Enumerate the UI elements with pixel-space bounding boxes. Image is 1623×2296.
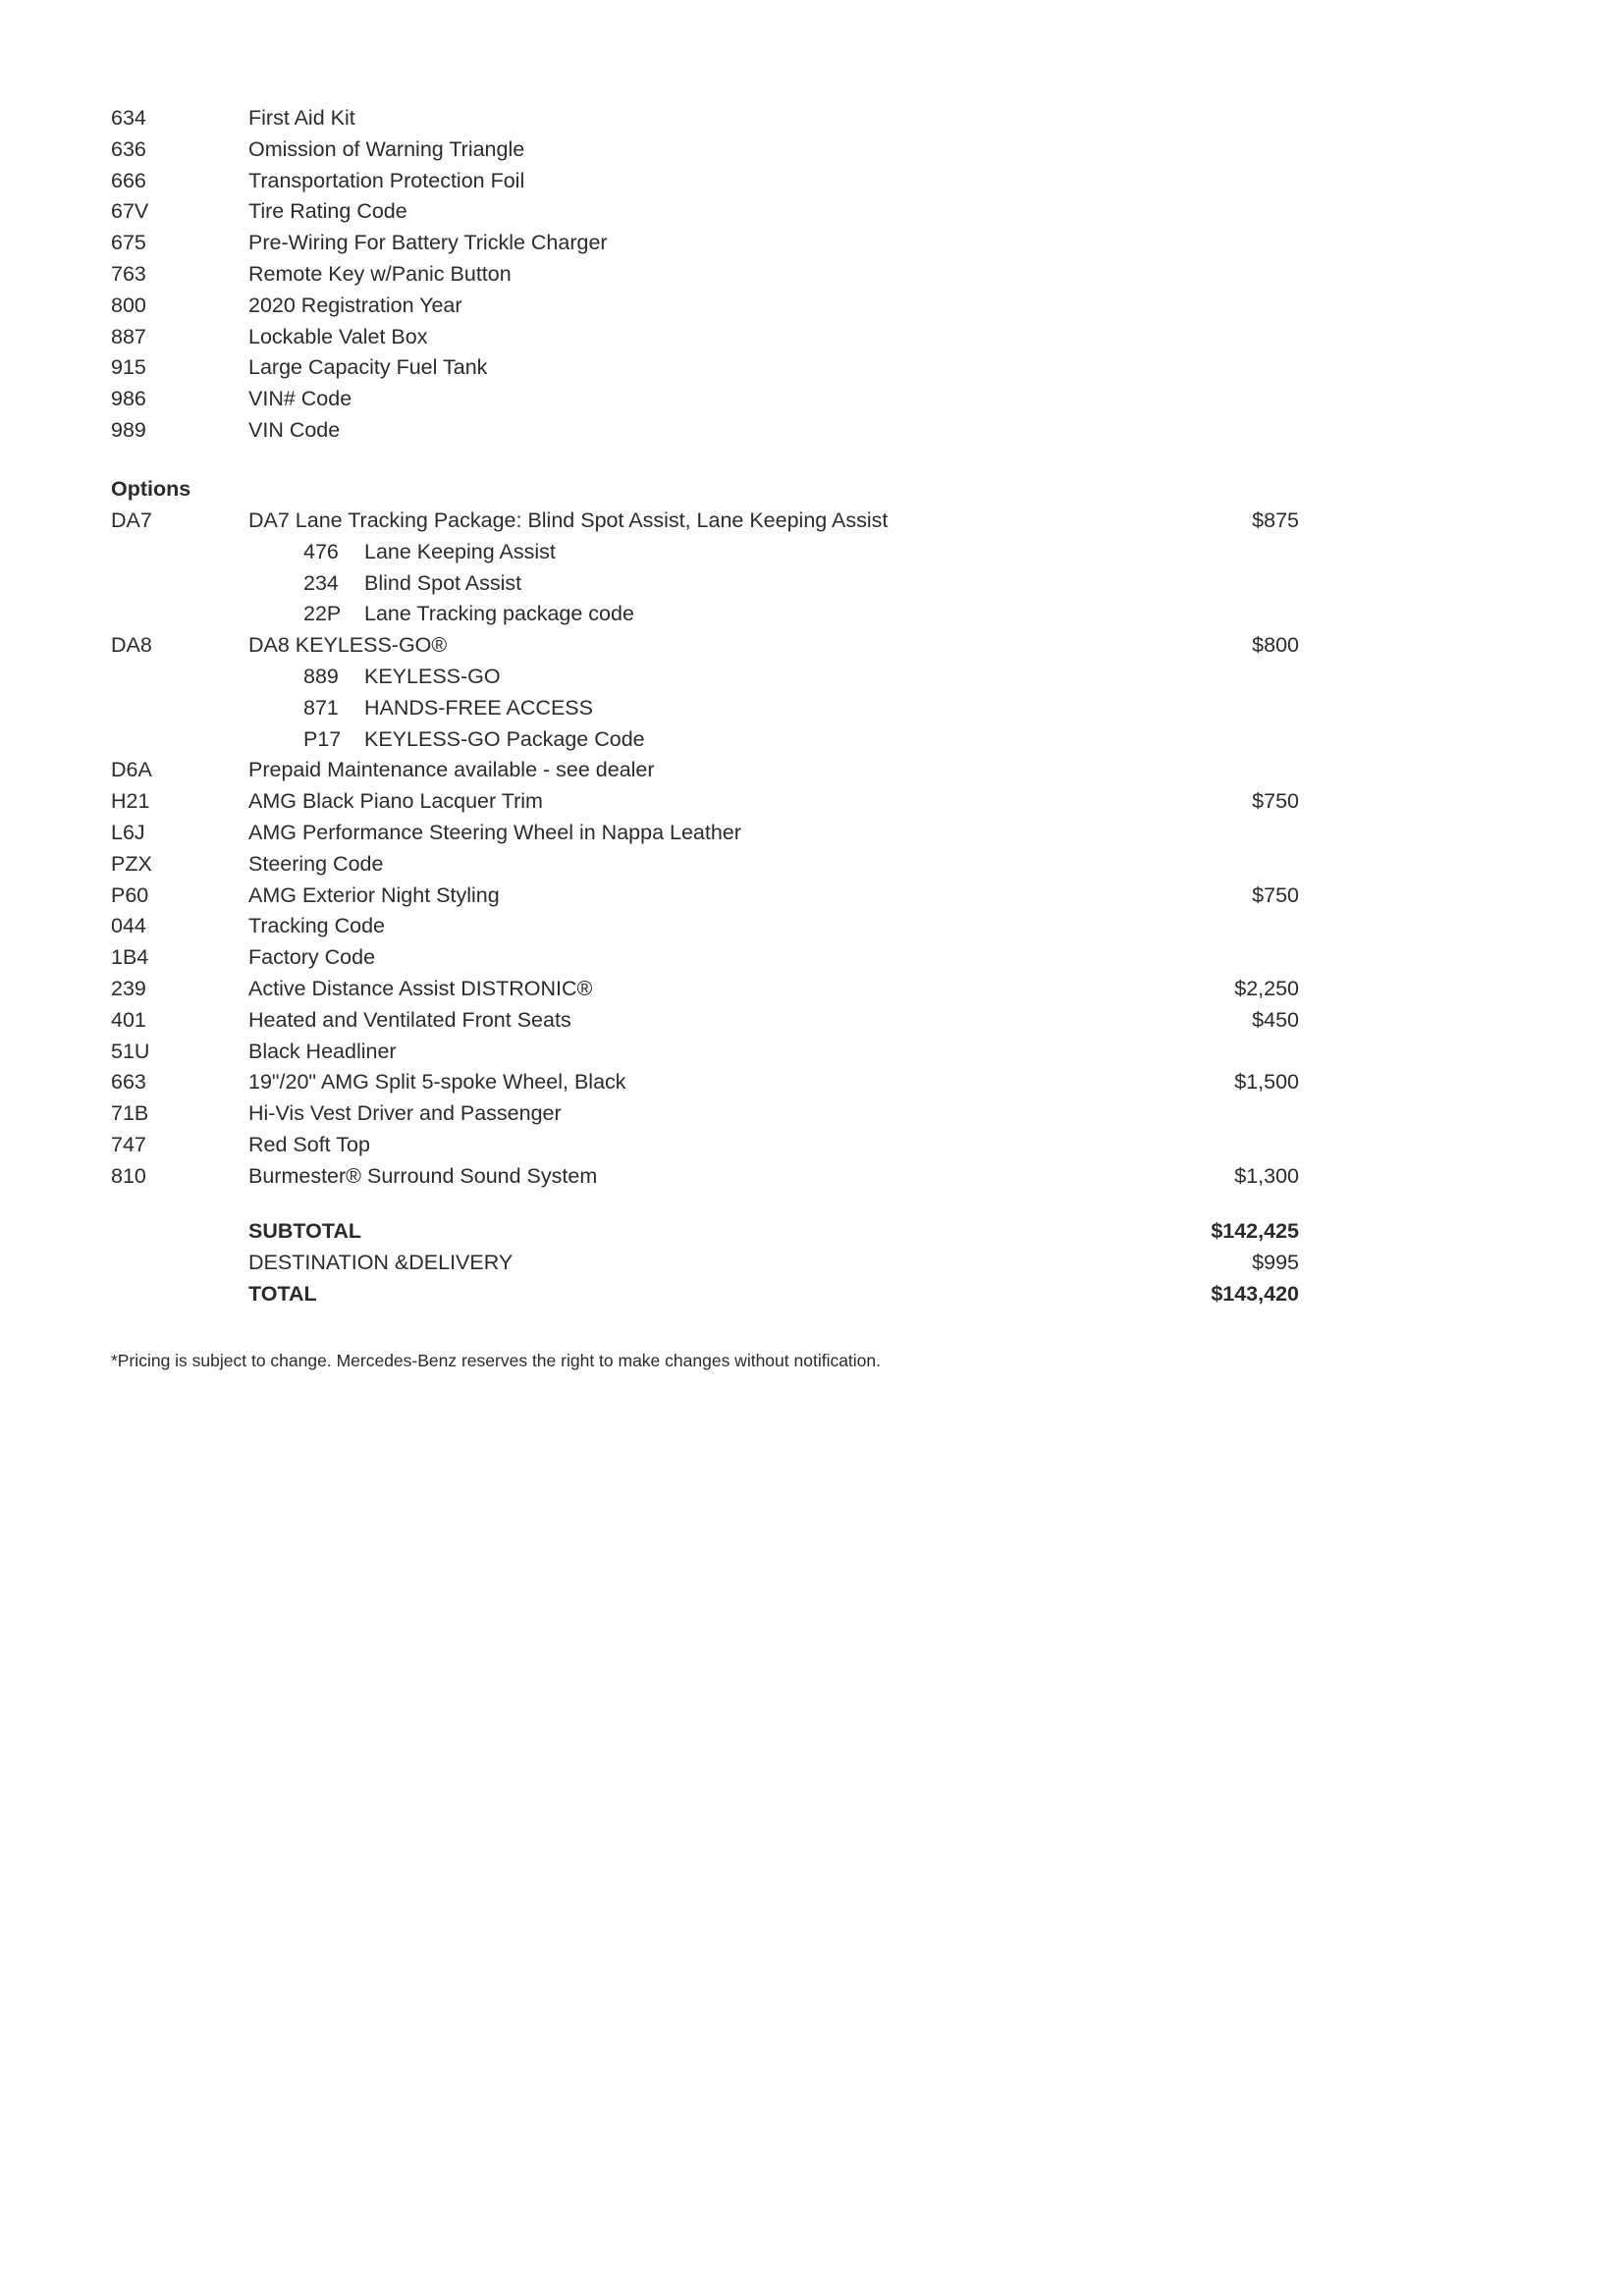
standard-item-row — [111, 227, 1299, 258]
item-description: VIN# Code — [248, 387, 352, 411]
option-row — [111, 1160, 1299, 1192]
item-code: 634 — [111, 106, 146, 130]
option-price: $450 — [1252, 1007, 1299, 1032]
option-row — [111, 629, 1299, 661]
sub-item-description: KEYLESS-GO — [364, 665, 501, 688]
subtotal-label: SUBTOTAL — [248, 1219, 362, 1243]
standard-item-row — [111, 165, 1299, 196]
option-code: DA7 — [111, 508, 152, 532]
standard-item-row — [111, 195, 1299, 227]
option-description: Prepaid Maintenance available - see dealer — [248, 758, 655, 782]
sub-item-description: Blind Spot Assist — [364, 570, 522, 595]
option-price: $750 — [1252, 789, 1299, 814]
total-label: TOTAL — [248, 1282, 317, 1306]
standard-item-row — [111, 321, 1299, 352]
standard-item-row — [111, 383, 1299, 414]
option-row — [111, 941, 1299, 973]
option-description: AMG Black Piano Lacquer Trim — [248, 789, 543, 814]
subtotal-row — [111, 1215, 1299, 1247]
total-value: $143,420 — [1211, 1282, 1299, 1306]
option-code: L6J — [111, 821, 145, 844]
option-sub-item-row — [111, 723, 1299, 755]
option-row — [111, 754, 1299, 785]
option-description: 19"/20" AMG Split 5-spoke Wheel, Black — [248, 1070, 626, 1095]
destination-label: DESTINATION &DELIVERY — [248, 1251, 514, 1274]
item-description: Pre-Wiring For Battery Trickle Charger — [248, 231, 608, 255]
option-code: H21 — [111, 789, 150, 814]
sub-item-code: 234 — [303, 570, 339, 595]
option-code: 044 — [111, 914, 146, 938]
option-description: AMG Performance Steering Wheel in Nappa Leather — [248, 821, 741, 844]
option-code: 239 — [111, 977, 146, 1000]
option-price: $1,300 — [1234, 1163, 1299, 1188]
option-code: D6A — [111, 758, 152, 782]
option-description: DA8 KEYLESS-GO® — [248, 633, 448, 658]
standard-item-row — [111, 414, 1299, 446]
option-description: Heated and Ventilated Front Seats — [248, 1007, 571, 1032]
sub-item-code: P17 — [303, 726, 342, 751]
option-price: $750 — [1252, 882, 1299, 907]
option-description: Hi-Vis Vest Driver and Passenger — [248, 1101, 562, 1126]
option-row — [111, 1004, 1299, 1036]
option-sub-item-row — [111, 661, 1299, 692]
standard-item-row — [111, 258, 1299, 290]
option-description: Burmester® Surround Sound System — [248, 1163, 598, 1188]
option-code: P60 — [111, 882, 149, 907]
option-row — [111, 817, 1299, 848]
sub-item-code: 889 — [303, 665, 339, 688]
item-description: Large Capacity Fuel Tank — [248, 355, 488, 380]
item-code: 800 — [111, 293, 146, 317]
option-description: Red Soft Top — [248, 1133, 370, 1156]
option-row — [111, 910, 1299, 941]
option-row — [111, 1066, 1299, 1097]
option-description: DA7 Lane Tracking Package: Blind Spot Assist, Lane Keeping Assist — [248, 508, 889, 532]
option-description: Active Distance Assist DISTRONIC® — [248, 977, 593, 1000]
item-code: 763 — [111, 262, 146, 286]
item-code: 666 — [111, 168, 146, 192]
item-code: 675 — [111, 231, 146, 255]
option-description: Factory Code — [248, 945, 376, 970]
option-description: AMG Exterior Night Styling — [248, 882, 500, 907]
option-code: DA8 — [111, 633, 152, 658]
option-row — [111, 1036, 1299, 1067]
option-row — [111, 785, 1299, 817]
item-code: 986 — [111, 387, 146, 411]
option-code: PZX — [111, 851, 152, 876]
item-description: 2020 Registration Year — [248, 293, 462, 317]
option-sub-item-row — [111, 567, 1299, 599]
standard-item-row — [111, 133, 1299, 165]
item-description: Transportation Protection Foil — [248, 168, 525, 192]
option-row — [111, 1129, 1299, 1160]
option-code: 663 — [111, 1070, 146, 1095]
item-code: 887 — [111, 324, 146, 348]
option-price: $800 — [1252, 633, 1299, 658]
sub-item-code: 22P — [303, 602, 342, 626]
sub-item-code: 476 — [303, 539, 339, 563]
option-description: Steering Code — [248, 851, 384, 876]
item-code: 915 — [111, 355, 146, 380]
option-sub-item-row — [111, 536, 1299, 567]
option-row — [111, 505, 1299, 536]
sub-item-code: 871 — [303, 695, 339, 720]
option-price: $875 — [1252, 508, 1299, 532]
item-description: First Aid Kit — [248, 106, 355, 130]
subtotal-value: $142,425 — [1211, 1219, 1299, 1243]
option-code: 71B — [111, 1101, 149, 1126]
item-code: 636 — [111, 136, 146, 161]
item-description: Remote Key w/Panic Button — [248, 262, 512, 286]
option-description: Black Headliner — [248, 1039, 397, 1063]
sub-item-description: Lane Tracking package code — [364, 602, 634, 626]
option-code: 51U — [111, 1039, 150, 1063]
item-description: Tire Rating Code — [248, 199, 407, 224]
option-row — [111, 973, 1299, 1004]
option-row — [111, 848, 1299, 880]
option-description: Tracking Code — [248, 914, 386, 938]
option-sub-item-row — [111, 692, 1299, 723]
standard-item-row — [111, 351, 1299, 383]
option-code: 747 — [111, 1133, 146, 1156]
destination-value: $995 — [1252, 1251, 1299, 1274]
pricing-disclaimer: *Pricing is subject to change. Mercedes-Benz reserves the right to make changes without notification. — [111, 1351, 882, 1370]
item-description: Lockable Valet Box — [248, 324, 428, 348]
sub-item-description: HANDS-FREE ACCESS — [364, 695, 593, 720]
item-code: 989 — [111, 418, 146, 442]
total-row — [111, 1278, 1299, 1309]
option-price: $1,500 — [1234, 1070, 1299, 1095]
option-code: 1B4 — [111, 945, 149, 970]
option-sub-item-row — [111, 598, 1299, 629]
item-description: Omission of Warning Triangle — [248, 136, 525, 161]
item-description: VIN Code — [248, 418, 341, 442]
standard-item-row — [111, 102, 1299, 133]
standard-item-row — [111, 290, 1299, 321]
options-heading: Options — [111, 477, 191, 501]
sub-item-description: Lane Keeping Assist — [364, 539, 556, 563]
option-code: 401 — [111, 1007, 146, 1032]
option-code: 810 — [111, 1163, 146, 1188]
item-code: 67V — [111, 199, 149, 224]
option-row — [111, 1097, 1299, 1129]
option-row — [111, 880, 1299, 911]
sub-item-description: KEYLESS-GO Package Code — [364, 726, 645, 751]
option-price: $2,250 — [1234, 977, 1299, 1000]
destination-row — [111, 1247, 1299, 1278]
